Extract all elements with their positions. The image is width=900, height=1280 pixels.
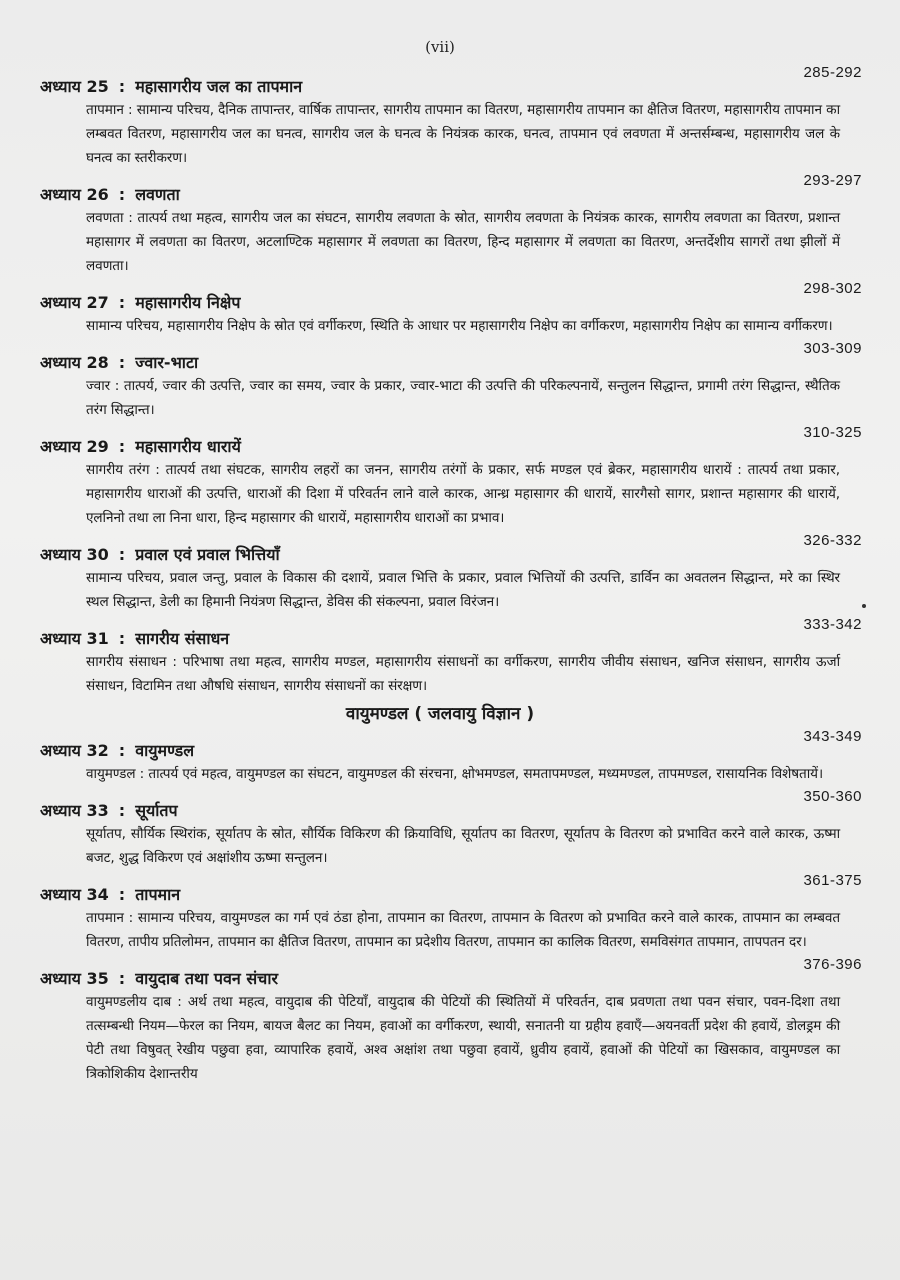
chapter-heading xyxy=(40,436,840,458)
chapter-label: अध्याय 25 xyxy=(40,77,109,96)
section-title: वायुमण्डल ( जलवायु विज्ञान ) xyxy=(345,704,535,724)
chapter-title: महासागरीय धारायें xyxy=(135,437,241,456)
chapter-title: वायुदाब तथा पवन संचार xyxy=(135,969,279,988)
chapter-description: सागरीय संसाधन : परिभाषा तथा महत्व, सागरीय मण्डल, महासागरीय संसाधनों का वर्गीकरण, सागरीय जीवीय संसाधन, खनिज संसाधन, सागरीय ऊर्जा संसाधन, विटामिन तथा औषधि संसाधन, सागरीय संसाधनों का संरक्षण। xyxy=(86,654,840,694)
heading-separator: : xyxy=(118,437,126,456)
page-range: 361-375 xyxy=(803,872,862,889)
chapter-label: अध्याय 34 xyxy=(40,885,109,904)
toc-entry xyxy=(40,616,862,698)
chapter-heading xyxy=(40,544,840,566)
chapter-description: तापमान : सामान्य परिचय, वायुमण्डल का गर्म एवं ठंडा होना, तापमान का वितरण, तापमान के वितरण को प्रभावित करने वाले कारक, तापमान का लम्बवत वितरण, तापीय प्रतिलोमन, तापमान का क्षैतिज वितरण, तापमान का प्रदेशीय वितरण, तापमान का कालिक वितरण, समविसंगत तापमान, तापपतन दर। xyxy=(86,910,840,950)
toc-entry xyxy=(40,532,862,614)
page-range: 298-302 xyxy=(803,280,862,297)
chapter-heading xyxy=(40,800,840,822)
heading-separator: : xyxy=(118,629,126,648)
toc-entry xyxy=(40,788,862,870)
heading-separator: : xyxy=(118,545,126,564)
chapter-label: अध्याय 32 xyxy=(40,741,109,760)
chapter-label: अध्याय 31 xyxy=(40,629,109,648)
page-range: 333-342 xyxy=(803,616,862,633)
chapter-title: प्रवाल एवं प्रवाल भित्तियाँ xyxy=(135,545,280,564)
page-range: 293-297 xyxy=(803,172,862,189)
table-of-contents xyxy=(40,64,862,1088)
chapter-label: अध्याय 27 xyxy=(40,293,109,312)
page-range: 343-349 xyxy=(803,728,862,745)
toc-entry xyxy=(40,872,862,954)
chapter-title: ज्वार-भाटा xyxy=(135,353,199,372)
toc-entry xyxy=(40,340,862,422)
chapter-description: वायुमण्डल : तात्पर्य एवं महत्व, वायुमण्डल का संघटन, वायुमण्डल की संरचना, क्षोभमण्डल, समतापमण्डल, मध्यमण्डल, तापमण्डल, रासायनिक विशेषतायें। xyxy=(86,766,823,782)
chapter-heading xyxy=(40,884,840,906)
page-range: 285-292 xyxy=(803,64,862,81)
heading-separator: : xyxy=(118,353,126,372)
chapter-description: सामान्य परिचय, प्रवाल जन्तु, प्रवाल के विकास की दशायें, प्रवाल भित्ति के प्रकार, प्रवाल भित्तियों की उत्पत्ति, डार्विन का अवतलन सिद्धान्त, मरे का स्थिर स्थल सिद्धान्त, डेली का हिमानी नियंत्रण सिद्धान्त, डेविस की संकल्पना, प्रवाल विरंजन। xyxy=(86,570,840,610)
chapter-title: महासागरीय निक्षेप xyxy=(135,293,241,312)
page-range: 326-332 xyxy=(803,532,862,549)
chapter-description: सागरीय तरंग : तात्पर्य तथा संघटक, सागरीय लहरों का जनन, सागरीय तरंगों के प्रकार, सर्फ मण्डल एवं ब्रेकर, महासागरीय धारायें : तात्पर्य तथा प्रकार, महासागरीय धाराओं की उत्पत्ति, धाराओं की दिशा में परिवर्तन लाने वाले कारक, आन्ध्र महासागर की धारायें, सारगैसो सागर, प्रशान्त महासागर की धारायें, एलनिनो तथा ला निना धारा, हिन्द महासागर की धारायें, महासागरीय धाराओं का प्रभाव। xyxy=(86,462,840,526)
chapter-label: अध्याय 30 xyxy=(40,545,109,564)
chapter-description: वायुमण्डलीय दाब : अर्थ तथा महत्व, वायुदाब की पेटियाँ, वायुदाब की पेटियों की स्थितियों में परिवर्तन, दाब प्रवणता तथा पवन संचार, पवन-दिशा तथा तत्सम्बन्धी नियम—फेरल का नियम, बायज बैलट का नियम, हवाओं का वर्गीकरण, स्थायी, सनातनी या ग्रहीय हवाएँ—अयनवर्ती प्रदेश की हवायें, डोलड्रम की पेटी तथा विषुवत् रेखीय पछुवा हवा, व्यापारिक हवायें, अश्व अक्षांश तथा पछुवा हवायें, ध्रुवीय हवायें, हवाओं की पेटियों का खिसकाव, वायुमण्डल का त्रिकोशिकीय देशान्तरीय xyxy=(86,994,840,1082)
page-range: 303-309 xyxy=(803,340,862,357)
toc-part-oceanography xyxy=(40,64,862,698)
chapter-title: सागरीय संसाधन xyxy=(135,629,230,648)
chapter-heading xyxy=(40,184,840,206)
chapter-description: सामान्य परिचय, महासागरीय निक्षेप के स्रोत एवं वर्गीकरण, स्थिति के आधार पर महासागरीय निक्षेप का वर्गीकरण, महासागरीय निक्षेप का सामान्य वर्गीकरण। xyxy=(86,318,833,334)
page-range: 350-360 xyxy=(803,788,862,805)
chapter-title: सूर्यातप xyxy=(135,801,178,820)
chapter-heading xyxy=(40,292,840,314)
chapter-title: महासागरीय जल का तापमान xyxy=(135,77,303,96)
chapter-label: अध्याय 35 xyxy=(40,969,109,988)
margin-dot xyxy=(862,604,866,608)
page-range: 310-325 xyxy=(803,424,862,441)
heading-separator: : xyxy=(118,741,126,760)
page-number: (vii) xyxy=(425,38,455,56)
chapter-heading xyxy=(40,740,840,762)
chapter-heading xyxy=(40,968,840,990)
chapter-description: लवणता : तात्पर्य तथा महत्व, सागरीय जल का संघटन, सागरीय लवणता के स्रोत, सागरीय लवणता के नियंत्रक कारक, सागरीय लवणता का वितरण, प्रशान्त महासागर में लवणता का वितरण, अटलाण्टिक महासागर में लवणता का वितरण, हिन्द महासागर में लवणता का वितरण, अन्तर्देशीय सागरों तथा झीलों में लवणता। xyxy=(86,210,840,274)
toc-entry xyxy=(40,172,862,278)
chapter-description: तापमान : सामान्य परिचय, दैनिक तापान्तर, वार्षिक तापान्तर, सागरीय तापमान का वितरण, महासागरीय तापमान का क्षैतिज वितरण, महासागरीय तापमान का लम्बवत वितरण, महासागरीय जल का घनत्व, सागरीय जल के घनत्व के नियंत्रक कारक, घनत्व, तापमान एवं लवणता में अन्तर्सम्बन्ध, महासागरीय जल के घनत्व का स्तरीकरण। xyxy=(86,102,841,166)
chapter-title: तापमान xyxy=(135,885,181,904)
page-range: 376-396 xyxy=(803,956,862,973)
toc-entry xyxy=(40,280,862,338)
toc-part-atmosphere xyxy=(40,728,862,1086)
toc-entry xyxy=(40,424,862,530)
toc-entry xyxy=(40,64,862,170)
heading-separator: : xyxy=(118,293,126,312)
chapter-description: सूर्यातप, सौर्यिक स्थिरांक, सूर्यातप के स्रोत, सौर्यिक विकिरण की क्रियाविधि, सूर्यातप का वितरण, सूर्यातप के वितरण को प्रभावित करने वाले कारक, ऊष्मा बजट, शुद्ध विकिरण एवं अक्षांशीय ऊष्मा सन्तुलन। xyxy=(86,826,840,866)
chapter-heading xyxy=(40,352,840,374)
heading-separator: : xyxy=(118,801,126,820)
chapter-label: अध्याय 26 xyxy=(40,185,109,204)
heading-separator: : xyxy=(118,77,126,96)
heading-separator: : xyxy=(118,969,126,988)
toc-entry xyxy=(40,728,862,786)
chapter-heading xyxy=(40,76,840,98)
chapter-label: अध्याय 29 xyxy=(40,437,109,456)
toc-entry xyxy=(40,956,862,1086)
heading-separator: : xyxy=(118,185,126,204)
chapter-description: ज्वार : तात्पर्य, ज्वार की उत्पत्ति, ज्वार का समय, ज्वार के प्रकार, ज्वार-भाटा की उत्पत्ति की परिकल्पनायें, सन्तुलन सिद्धान्त, प्रगामी तरंग सिद्धान्त, स्थैतिक तरंग सिद्धान्त। xyxy=(86,378,840,418)
chapter-label: अध्याय 28 xyxy=(40,353,109,372)
chapter-label: अध्याय 33 xyxy=(40,801,109,820)
chapter-title: वायुमण्डल xyxy=(135,741,195,760)
heading-separator: : xyxy=(118,885,126,904)
chapter-title: लवणता xyxy=(135,185,180,204)
chapter-heading xyxy=(40,628,840,650)
